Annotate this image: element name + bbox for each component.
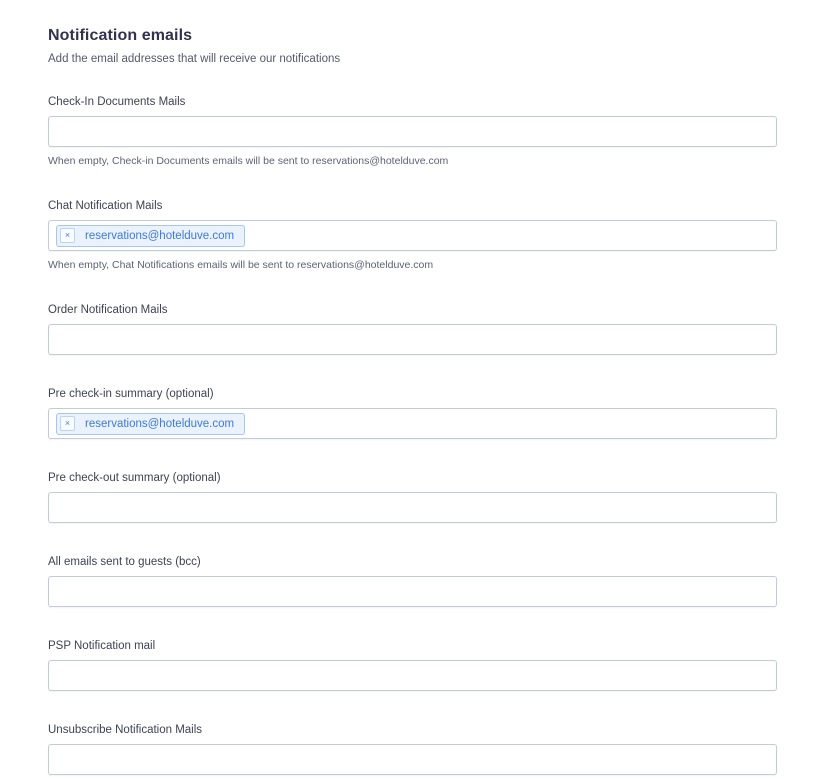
field-order-notification-mails bbox=[48, 304, 777, 355]
field-helper: When empty, Chat Notifications emails will be sent to reservations@hotelduve.com bbox=[48, 259, 434, 271]
field-checkin-documents-mails bbox=[48, 96, 777, 167]
field-label: PSP Notification mail bbox=[48, 640, 156, 652]
close-icon: × bbox=[64, 230, 71, 240]
unsubscribe-notification-mails-input[interactable] bbox=[48, 744, 777, 775]
field-label: Check-In Documents Mails bbox=[48, 96, 186, 108]
field-label: Pre check-in summary (optional) bbox=[48, 388, 214, 400]
psp-notification-mail-input[interactable] bbox=[48, 660, 777, 691]
field-unsubscribe-notification-mails bbox=[48, 724, 777, 775]
order-notification-mails-input[interactable] bbox=[48, 324, 777, 355]
field-chat-notification-mails bbox=[48, 200, 777, 271]
field-all-emails-bcc bbox=[48, 556, 777, 607]
checkin-documents-mails-input[interactable] bbox=[48, 116, 777, 147]
pre-checkin-summary-input[interactable] bbox=[48, 408, 777, 439]
field-pre-checkout-summary bbox=[48, 472, 777, 523]
email-tag bbox=[56, 413, 245, 435]
field-label: Unsubscribe Notification Mails bbox=[48, 724, 203, 736]
page-subtitle: Add the email addresses that will receive our notifications bbox=[48, 53, 341, 65]
chat-notification-mails-input[interactable] bbox=[48, 220, 777, 251]
field-helper: When empty, Check-in Documents emails will be sent to reservations@hotelduve.com bbox=[48, 155, 449, 167]
close-icon: × bbox=[64, 418, 71, 428]
email-tag-label: reservations@hotelduve.com bbox=[85, 417, 235, 430]
all-emails-bcc-input[interactable] bbox=[48, 576, 777, 607]
email-tag-label: reservations@hotelduve.com bbox=[85, 229, 235, 242]
field-pre-checkin-summary bbox=[48, 388, 777, 439]
remove-tag-button[interactable] bbox=[60, 416, 75, 431]
page-title: Notification emails bbox=[48, 27, 193, 44]
email-tag bbox=[56, 225, 245, 247]
field-psp-notification-mail bbox=[48, 640, 777, 691]
pre-checkout-summary-input[interactable] bbox=[48, 492, 777, 523]
remove-tag-button[interactable] bbox=[60, 228, 75, 243]
field-label: All emails sent to guests (bcc) bbox=[48, 556, 201, 568]
field-label: Chat Notification Mails bbox=[48, 200, 163, 212]
field-label: Pre check-out summary (optional) bbox=[48, 472, 221, 484]
field-label: Order Notification Mails bbox=[48, 304, 168, 316]
